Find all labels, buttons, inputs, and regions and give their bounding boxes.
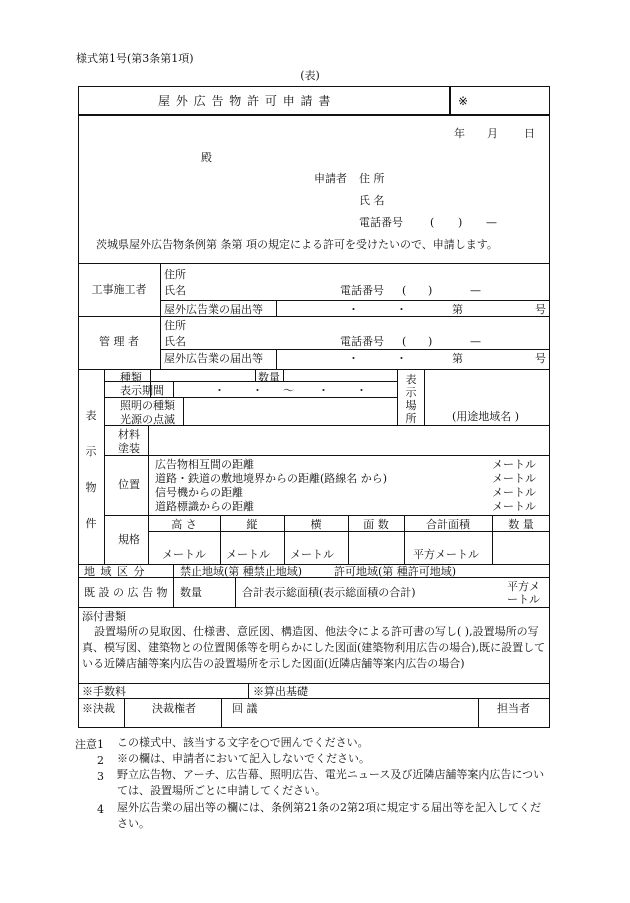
unit-height: メートル: [162, 548, 206, 561]
contractor-label: 工事施工者: [91, 283, 147, 296]
divider: [478, 698, 479, 728]
display-side-label: 表 示 物 件: [85, 409, 97, 530]
contractor-address-label: 住所: [164, 268, 186, 281]
scale-header-quantity: 数 量: [508, 518, 534, 531]
divider: [78, 369, 550, 370]
area-prohibited: 禁止地域(第 種禁止地域): [180, 565, 303, 578]
scale-label: 規格: [118, 533, 140, 546]
addressee: 殿: [201, 151, 212, 164]
lighting-type-label: 照明の種類: [120, 399, 175, 412]
request-statement: 茨城県屋外広告物条例第 条第 項の規定による許可を受けたいので、申請します。: [96, 238, 498, 251]
note-3-text: 野立広告物、アーチ、広告幕、照明広告、電光ニュース及び近隣店舗等案内広告については、設置場所ごとに申請してください。: [117, 768, 545, 797]
divider: [148, 531, 550, 532]
area-class-label: 地 域 区 分: [84, 565, 146, 578]
distance-unit-1: メートル: [492, 458, 536, 471]
office-use-mark: ※: [458, 94, 469, 108]
divider: [104, 381, 397, 382]
period-dot-2: ・: [252, 384, 263, 397]
divider: [221, 698, 222, 728]
page-title: 屋 外 広 告 物 許 可 申 請 書: [158, 94, 332, 108]
divider: [78, 683, 550, 684]
manager-phone-label: 電話番号: [340, 335, 384, 348]
manager-address-label: 住所: [164, 319, 186, 332]
contractor-phone-paren-close: ): [428, 284, 433, 297]
manager-phone-paren-close: ): [428, 335, 433, 348]
divider: [397, 369, 398, 425]
divider: [424, 369, 425, 425]
applicant-address-label: 住 所: [359, 172, 385, 185]
divider: [78, 607, 550, 608]
distance-label-1: 広告物相互間の距離: [155, 458, 254, 471]
date-month: 月: [487, 127, 498, 140]
divider: [78, 564, 550, 565]
display-quantity-label: 数量: [258, 371, 280, 384]
note-3-number: 3: [97, 770, 104, 783]
note-2-number: 2: [97, 754, 104, 767]
unit-horizontal: メートル: [290, 548, 334, 561]
distance-label-2: 道路・鉄道の敷地境界からの距離(路線名 から): [155, 472, 388, 485]
distance-unit-3: メートル: [492, 486, 536, 499]
applicant-phone-paren-close: ): [458, 216, 463, 229]
decision-circulation-label: 回 議: [232, 702, 258, 715]
applicant-phone-label: 電話番号: [359, 216, 403, 229]
period-dot-4: ・: [356, 384, 367, 397]
divider: [160, 300, 550, 301]
material-label: 材料: [118, 428, 140, 441]
note-1-number: 注意1: [75, 738, 104, 751]
distance-label-3: 信号機からの距離: [155, 486, 243, 499]
divider: [160, 349, 550, 350]
divider: [235, 577, 236, 607]
manager-phone-dash: —: [470, 335, 481, 348]
display-type-label: 種類: [120, 371, 142, 384]
decision-staff-label: 担当者: [497, 702, 530, 715]
manager-reg-dot-1: ・: [348, 352, 359, 365]
contractor-reg-go: 号: [535, 303, 546, 316]
applicant-phone-dash: —: [486, 216, 497, 229]
divider: [78, 698, 550, 699]
period-dot-1: ・: [214, 384, 225, 397]
decision-authority-label: 決裁権者: [152, 702, 196, 715]
coating-label: 塗装: [118, 442, 140, 455]
distance-label-4: 道路標識からの距離: [155, 500, 254, 513]
contractor-registration-label: 屋外広告業の届出等: [164, 303, 263, 316]
front-label: (表): [300, 69, 320, 82]
divider: [78, 316, 550, 317]
scale-header-horizontal: 横: [310, 518, 322, 531]
note-1-text: この様式中、該当する文字を○で囲んでください。: [117, 736, 369, 749]
divider: [148, 425, 149, 564]
date-year: 年: [454, 127, 465, 140]
existing-quantity-label: 数量: [180, 586, 202, 599]
note-4-number: 4: [97, 803, 104, 816]
contractor-reg-dai: 第: [452, 303, 463, 316]
scale-header-faces: 面 数: [363, 518, 389, 531]
period-tilde: 〜: [283, 384, 294, 397]
contractor-name-label: 氏名: [164, 284, 186, 297]
scale-header-vertical: 縦: [246, 518, 258, 531]
manager-reg-dot-2: ・: [396, 352, 407, 365]
divider: [248, 683, 249, 698]
unit-vertical: メートル: [226, 548, 270, 561]
location-label: 表 示 場 所: [405, 373, 417, 425]
light-blink-label: 光源の点滅: [120, 413, 175, 426]
divider: [276, 349, 277, 369]
form-number: 様式第1号(第3条第1項): [76, 52, 194, 65]
fee-basis-label: ※算出基礎: [253, 685, 308, 698]
divider: [283, 369, 284, 381]
divider: [104, 515, 550, 516]
existing-unit-2: ートル: [507, 593, 540, 606]
divider: [78, 263, 550, 264]
existing-label: 既 設 の 広 告 物: [84, 586, 168, 599]
unit-area: 平方メートル: [413, 548, 479, 561]
manager-name-label: 氏名: [164, 335, 186, 348]
applicant-label: 申請者: [314, 172, 347, 185]
existing-unit-1: 平方メ: [507, 580, 540, 593]
manager-phone-paren-open: (: [402, 335, 407, 348]
divider: [255, 369, 256, 381]
divider: [104, 369, 105, 564]
date-day: 日: [524, 127, 535, 140]
contractor-reg-dot-2: ・: [396, 303, 407, 316]
contractor-reg-dot-1: ・: [348, 303, 359, 316]
existing-total-label: 合計表示総面積(表示総面積の合計): [242, 586, 416, 599]
distance-unit-4: メートル: [492, 500, 536, 513]
scale-header-total-area: 合計面積: [426, 518, 470, 531]
divider: [104, 425, 550, 426]
note-2-text: ※の欄は、申請者において記入しないでください。: [117, 752, 370, 765]
divider: [276, 300, 277, 316]
manager-label: 管 理 者: [99, 335, 139, 348]
position-label: 位置: [118, 478, 140, 491]
area-permitted: 許可地域(第 種許可地域): [334, 565, 457, 578]
divider: [104, 455, 550, 456]
scale-header-height: 高 さ: [171, 518, 197, 531]
zoning-name: (用途地域名 ): [452, 410, 520, 423]
decision-label: ※決裁: [82, 702, 115, 715]
divider: [124, 698, 125, 728]
period-dot-3: ・: [318, 384, 329, 397]
manager-registration-label: 屋外広告業の届出等: [164, 352, 263, 365]
distance-unit-2: メートル: [492, 472, 536, 485]
manager-reg-dai: 第: [452, 352, 463, 365]
divider: [173, 381, 174, 397]
attachments-label: 添付書類: [82, 610, 126, 623]
attachments-text: 設置場所の見取図、仕様書、意匠図、構造図、他法令による許可書の写し( ),設置場所の写真、模写図、建築物との位置関係等を明らかにした図面(建築物利用広告の場合),既に設置している近隣店舗等案内広告の設置場所を示した図面(近隣店舗等案内広告の場合): [82, 625, 546, 670]
applicant-name-label: 氏 名: [359, 194, 385, 207]
applicant-phone-paren-open: (: [430, 216, 435, 229]
contractor-phone-dash: —: [470, 284, 481, 297]
contractor-phone-label: 電話番号: [340, 284, 384, 297]
divider: [173, 577, 174, 607]
display-period-label: 表示期間: [120, 384, 164, 397]
manager-reg-go: 号: [535, 352, 546, 365]
fee-label: ※手数料: [82, 685, 126, 698]
note-4-text: 屋外広告業の届出等の欄には、条例第21条の2第2項に規定する届出等を記入してください。: [117, 801, 541, 830]
divider: [78, 577, 550, 578]
contractor-phone-paren-open: (: [402, 284, 407, 297]
divider: [104, 397, 397, 398]
divider: [173, 564, 174, 577]
divider: [183, 397, 184, 425]
